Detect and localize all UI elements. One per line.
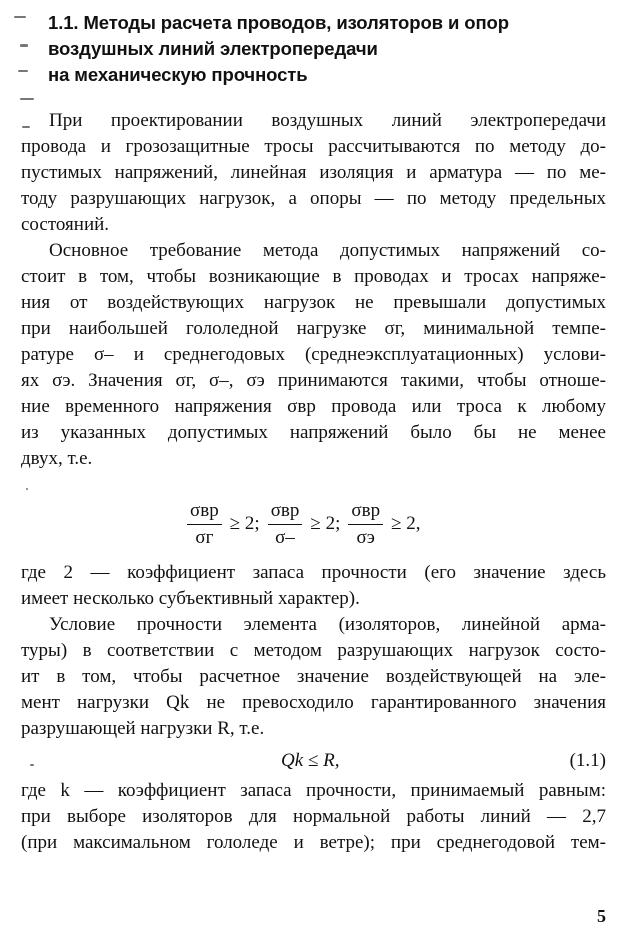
- text-line: где k — коэффициент запаса прочности, принимаемый равным:: [21, 780, 606, 801]
- heading-line: воздушных линий электропередачи: [48, 38, 378, 59]
- section-heading: [48, 10, 608, 88]
- heading-line: на механическую прочность: [48, 64, 308, 85]
- text-line: Основное требование метода допустимых напряжений со-: [49, 240, 606, 261]
- heading-line: 1.1. Методы расчета проводов, изоляторов и опор: [48, 12, 509, 33]
- formula-1-1: [21, 748, 606, 774]
- scan-artifact: [14, 16, 26, 18]
- text-line: Условие прочности элемента (изоляторов, линейной арма-: [49, 614, 606, 635]
- text-line: мент нагрузки Qk не превосходило гарантированного значения: [21, 692, 606, 713]
- text-line: двух, т.е.: [21, 448, 93, 469]
- scan-artifact: [20, 98, 34, 100]
- fraction: [348, 500, 383, 549]
- text-line: где 2 — коэффициент запаса прочности (его значение здесь: [21, 562, 606, 583]
- formula-expression: Qk ≤ R,: [281, 750, 340, 771]
- scan-artifact: [20, 44, 28, 47]
- text-line: тоду разрушающих нагрузок, а опоры — по методу предельных: [21, 188, 606, 209]
- text-line: стоит в том, чтобы возникающие в проводах и тросах напряже-: [21, 266, 606, 287]
- text-line: разрушающей нагрузки R, т.е.: [21, 718, 265, 739]
- fraction-denominator: σэ: [356, 526, 375, 548]
- fraction-denominator: σ–: [275, 526, 295, 548]
- text-line: пустимых напряжений, линейная изоляция и арматура — по ме-: [21, 162, 606, 183]
- inequality: ≥ 2;: [229, 513, 260, 534]
- scan-artifact: [30, 764, 34, 766]
- text-line: (при максимальном гололеде и ветре); при среднегодовой тем-: [21, 832, 606, 853]
- fraction-denominator: σг: [195, 526, 214, 548]
- scan-artifact: [26, 488, 28, 490]
- text-line: ит в том, чтобы расчетное значение воздействующей на эле-: [21, 666, 606, 687]
- paragraph-methods-overview: [21, 108, 606, 238]
- text-line: туры) в соответствии с методом разрушающих нагрузок состо-: [21, 640, 606, 661]
- text-line: провода и грозозащитные тросы рассчитываются по методу до-: [21, 136, 606, 157]
- text-line: ние временного напряжения σвр провода или троса к любому: [21, 396, 606, 417]
- paragraph-breaking-load: [21, 612, 606, 742]
- text-line: При проектировании воздушных линий электропередачи: [49, 110, 606, 131]
- paragraph-allowable-stress: [21, 238, 606, 472]
- fraction-numerator: σвр: [348, 500, 383, 525]
- text-line: ния от воздействующих нагрузок не превышали допустимых: [21, 292, 606, 313]
- fraction: [187, 500, 222, 549]
- equation-number: (1.1): [569, 750, 606, 771]
- paragraph-safety-factor: [21, 560, 606, 612]
- page-number: 5: [597, 906, 606, 926]
- inequality: ≥ 2,: [391, 513, 421, 534]
- text-line: ях σэ. Значения σг, σ–, σэ принимаются такими, чтобы отноше-: [21, 370, 606, 391]
- text-line: состояний.: [21, 214, 110, 235]
- fraction-numerator: σвр: [268, 500, 303, 525]
- scan-artifact: [22, 126, 30, 128]
- text-line: при выборе изоляторов для нормальной работы линий — 2,7: [21, 806, 606, 827]
- scan-artifact: [18, 70, 28, 72]
- fraction-numerator: σвр: [187, 500, 222, 525]
- text-line: из указанных допустимых напряжений было бы не менее: [21, 422, 606, 443]
- text-line: при наибольшей гололедной нагрузке σг, минимальной темпе-: [21, 318, 606, 339]
- formula-stress-ratios: [185, 494, 421, 554]
- fraction: [268, 500, 303, 549]
- paragraph-coefficient: [21, 778, 606, 856]
- text-line: ратуре σ– и среднегодовых (среднеэксплуатационных) услови-: [21, 344, 606, 365]
- text-line: имеет несколько субъективный характер).: [21, 588, 360, 609]
- inequality: ≥ 2;: [310, 513, 341, 534]
